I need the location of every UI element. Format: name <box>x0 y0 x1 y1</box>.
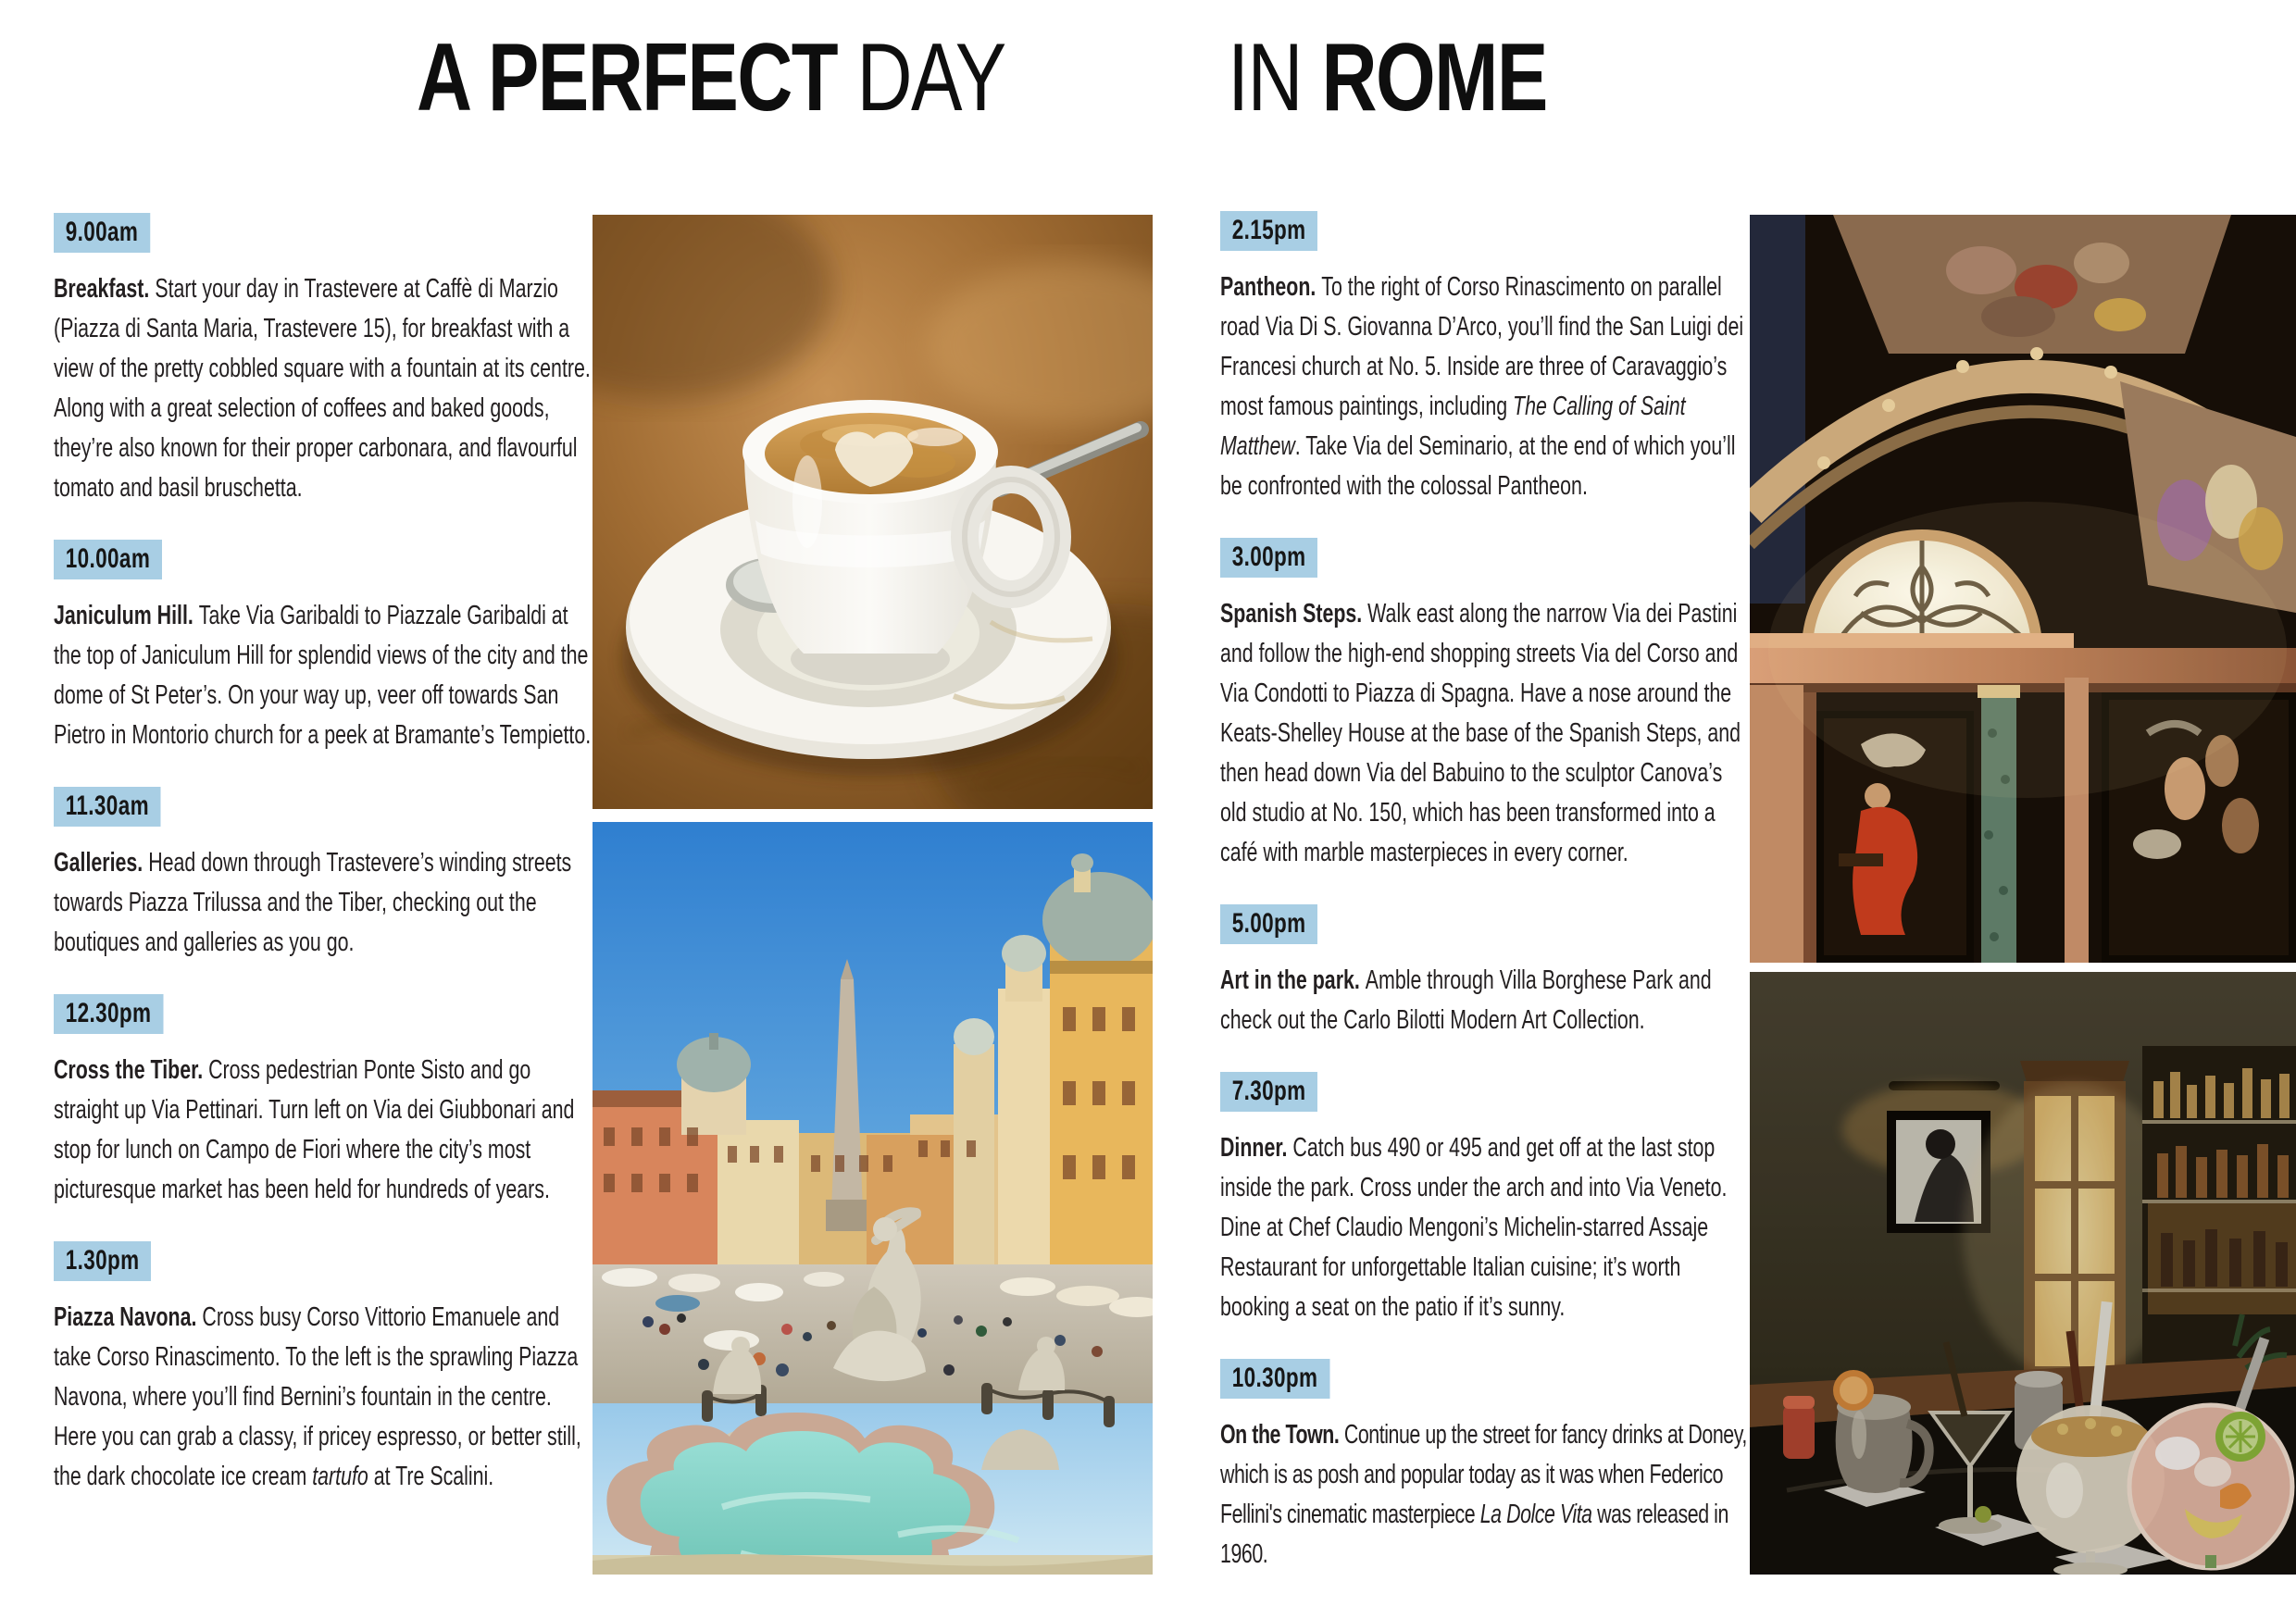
time-badge-row <box>54 213 594 253</box>
entry-text <box>54 269 594 508</box>
entry-lead: Dinner. <box>1220 1133 1293 1163</box>
time-badge-row <box>54 994 594 1034</box>
entry-lead: Breakfast. <box>54 274 156 304</box>
schedule-entry <box>54 540 594 755</box>
entry-segment: Start your day in Trastevere at Caffè di Marzio (Piazza di Santa Maria, Trastevere 15), for breakfast with a view of the pretty cobbled square with a fountain at its centre. Along with a great selection of coffees and baked goods, they’re also known for their proper carbonara, and flavourful tomato and basil bruschetta. <box>54 274 591 503</box>
time-badge-row <box>1220 538 1753 578</box>
espresso-photo-art <box>593 215 1153 809</box>
time-badge-row <box>1220 211 1753 251</box>
entry-lead: Galleries. <box>54 848 149 878</box>
entry-segment: To the right of Corso Rinascimento on parallel road Via Di S. Giovanna D’Arco, you’ll find the San Luigi dei Francesi church at No. 5. Inside are three of Caravaggio’s most famous paintings, including <box>1220 272 1744 421</box>
right-schedule-entries <box>1220 211 1753 1575</box>
time-badge: 7.30pm <box>1220 1072 1317 1112</box>
entry-segment: . Take Via del Seminario, at the end of which you’ll be confronted with the colossal Pantheon. <box>1220 431 1736 501</box>
entry-text <box>54 1051 594 1210</box>
piazza-navona-photo <box>593 822 1153 1575</box>
entry-lead: Piazza Navona. <box>54 1302 203 1332</box>
entry-segment: Continue up the street for fancy drinks at Doney, which is as posh and popular today as it was when Federico Fellini's cinematic masterpiece <box>1220 1420 1747 1529</box>
time-badge-row <box>54 1241 594 1281</box>
time-badge: 12.30pm <box>54 994 163 1034</box>
schedule-entry <box>1220 538 1753 873</box>
entry-segment: tartufo <box>312 1462 368 1491</box>
piazza-navona-photo-art <box>593 822 1153 1575</box>
page-title-left <box>417 24 1005 131</box>
schedule-entry <box>1220 904 1753 1040</box>
entry-text <box>54 596 594 755</box>
entry-lead: Pantheon. <box>1220 272 1322 302</box>
caravaggio-chapel-photo <box>1750 215 2296 963</box>
entry-text <box>1220 1128 1753 1327</box>
espresso-photo <box>593 215 1153 809</box>
entry-segment: The Calling of Saint Matthew <box>1220 392 1686 461</box>
entry-text <box>1220 1415 1753 1575</box>
entry-text <box>1220 594 1753 873</box>
entry-text <box>1220 268 1753 506</box>
entry-lead: On the Town. <box>1220 1420 1344 1450</box>
entry-segment: Cross busy Corso Vittorio Emanuele and take Corso Rinascimento. To the left is the sprawling Piazza Navona, where you’ll find Bernini’s fountain in the centre. Here you can grab a classy, if pricey espresso, or better still, the dark chocolate ice cream <box>54 1302 581 1491</box>
time-badge: 10.00am <box>54 540 162 579</box>
entry-segment: Take Via Garibaldi to Piazzale Garibaldi at the top of Janiculum Hill for splendid views of the city and the dome of St Peter’s. On your way up, veer off towards San Pietro in Montorio church for a peek at Bramante’s Tempietto. <box>54 601 592 750</box>
schedule-entry <box>1220 1072 1753 1327</box>
left-schedule-column <box>54 213 600 1528</box>
page-title-right <box>1228 24 1547 131</box>
schedule-entry <box>54 1241 594 1497</box>
entry-lead: Janiculum Hill. <box>54 601 199 630</box>
entry-segment: Catch bus 490 or 495 and get off at the last stop inside the park. Cross under the arch and into Via Veneto. Dine at Chef Claudio Mengoni’s Michelin-starred Assaje Restaurant for unforgettable Italian cuisine; it’s worth booking a seat on the patio if it’s sunny. <box>1220 1133 1728 1322</box>
cocktail-bar-photo <box>1750 972 2296 1575</box>
time-badge-row <box>54 540 594 579</box>
title-rome: ROME <box>1321 24 1547 131</box>
title-a-perfect: A PERFECT <box>417 24 838 131</box>
entry-segment: at Tre Scalini. <box>368 1462 494 1491</box>
schedule-entry <box>54 213 594 508</box>
schedule-entry <box>54 787 594 963</box>
time-badge-row <box>1220 1072 1753 1112</box>
time-badge: 1.30pm <box>54 1241 151 1281</box>
time-badge: 2.15pm <box>1220 211 1317 251</box>
time-badge-row <box>1220 904 1753 944</box>
time-badge: 5.00pm <box>1220 904 1317 944</box>
entry-text <box>1220 961 1753 1040</box>
entry-text <box>54 843 594 963</box>
left-schedule-entries <box>54 213 594 1497</box>
caravaggio-chapel-photo-art <box>1750 215 2296 963</box>
entry-segment: Amble through Villa Borghese Park and check out the Carlo Bilotti Modern Art Collection. <box>1220 965 1712 1035</box>
entry-segment: Walk east along the narrow Via dei Pastini and follow the high-end shopping streets Via del Corso and Via Condotti to Piazza di Spagna. Have a nose around the Keats-Shelley House at the base of the Spanish Steps, and then head down Via del Babuino to the sculptor Canova’s old studio at No. 150, which has been transformed into a café with marble masterpieces in every corner. <box>1220 599 1741 867</box>
title-day: DAY <box>837 24 1005 131</box>
entry-segment: La Dolce Vita <box>1479 1500 1592 1529</box>
time-badge: 10.30pm <box>1220 1359 1329 1399</box>
entry-segment: Cross pedestrian Ponte Sisto and go straight up Via Pettinari. Turn left on Via dei Giubbonari and stop for lunch on Campo de Fiori where the city’s most picturesque market has been held for hundreds of years. <box>54 1055 575 1204</box>
time-badge: 9.00am <box>54 213 150 253</box>
schedule-entry <box>1220 211 1753 506</box>
title-in: IN <box>1228 24 1322 131</box>
schedule-entry <box>54 994 594 1210</box>
entry-segment: Head down through Trastevere’s winding streets towards Piazza Trilussa and the Tiber, checking out the boutiques and galleries as you go. <box>54 848 572 957</box>
entry-text <box>54 1298 594 1497</box>
right-schedule-column <box>1220 211 1757 1606</box>
entry-lead: Spanish Steps. <box>1220 599 1368 629</box>
schedule-entry <box>1220 1359 1753 1575</box>
entry-segment: was released in 1960. <box>1220 1500 1728 1569</box>
entry-lead: Cross the Tiber. <box>54 1055 209 1085</box>
time-badge: 11.30am <box>54 787 161 827</box>
time-badge-row <box>1220 1359 1753 1399</box>
time-badge: 3.00pm <box>1220 538 1317 578</box>
cocktail-bar-photo-art <box>1750 972 2296 1575</box>
time-badge-row <box>54 787 594 827</box>
entry-lead: Art in the park. <box>1220 965 1366 995</box>
